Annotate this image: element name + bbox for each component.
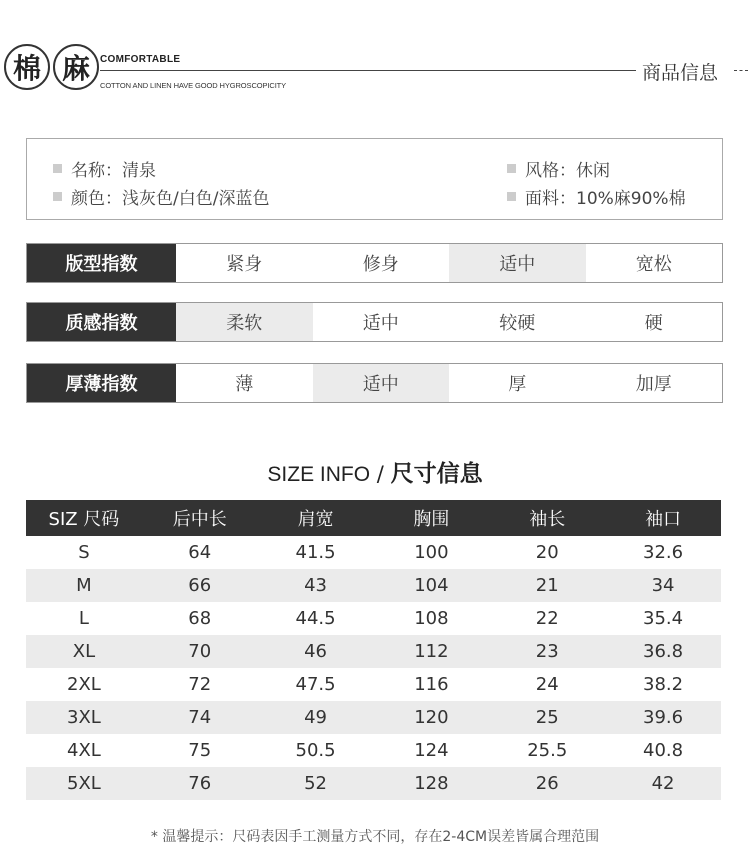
col-header: 袖口 (605, 500, 721, 536)
table-cell: 100 (414, 542, 449, 563)
thickness-index-row (26, 363, 723, 403)
col-header: 袖长 (489, 500, 605, 536)
table-row (26, 767, 721, 800)
col-header: 胸围 (373, 500, 489, 536)
info-name-text: 名称：清泉 (71, 161, 156, 181)
texture-option: 硬 (644, 313, 663, 334)
col-header: 后中长 (142, 500, 258, 536)
table-cell: 4XL (67, 740, 101, 761)
table-row (26, 668, 721, 701)
thickness-option: 厚 (508, 374, 527, 395)
bullet-icon (507, 164, 516, 173)
fit-index-label: 版型指数 (27, 244, 176, 282)
fit-index-row (26, 243, 723, 283)
texture-option: 较硬 (499, 313, 536, 334)
table-cell: 50.5 (295, 740, 336, 761)
table-cell: 76 (142, 767, 258, 800)
table-row (26, 536, 721, 569)
table-cell: 72 (188, 674, 212, 695)
header (0, 0, 750, 110)
table-cell: 70 (142, 635, 258, 668)
fit-option: 紧身 (226, 254, 263, 275)
table-cell: 128 (373, 767, 489, 800)
table-cell: 49 (258, 701, 374, 734)
thickness-option: 加厚 (635, 374, 672, 395)
size-footnote: * 温馨提示：尺码表因手工测量方式不同，存在2-4CM误差皆属合理范围 (150, 829, 600, 845)
thickness-option-selected: 适中 (313, 364, 450, 402)
table-cell: 116 (414, 674, 449, 695)
logo (4, 44, 99, 90)
thickness-index-label: 厚薄指数 (27, 364, 176, 402)
table-cell: 46 (258, 635, 374, 668)
table-cell: 40.8 (643, 740, 684, 761)
table-cell: S (78, 542, 90, 563)
table-cell: 23 (489, 635, 605, 668)
info-color (53, 184, 269, 209)
table-cell: 35.4 (643, 608, 684, 629)
table-cell: M (26, 569, 142, 602)
table-row (26, 701, 721, 734)
table-cell: 64 (188, 542, 212, 563)
table-cell: 47.5 (295, 674, 336, 695)
table-cell: 112 (373, 635, 489, 668)
texture-option-selected: 柔软 (176, 303, 313, 341)
logo-seal-cotton: 棉 (4, 44, 50, 90)
size-table (26, 500, 721, 800)
bullet-icon (507, 192, 516, 201)
info-fabric (507, 184, 686, 209)
bullet-icon (53, 192, 62, 201)
table-cell: 41.5 (295, 542, 336, 563)
table-cell: 104 (373, 569, 489, 602)
table-row (26, 602, 721, 635)
table-cell: 5XL (26, 767, 142, 800)
info-fabric-text: 面料：10%麻90%棉 (525, 189, 686, 209)
fit-option: 宽松 (635, 254, 672, 275)
table-row (26, 635, 721, 668)
size-info-title (0, 455, 750, 488)
table-cell: 2XL (67, 674, 101, 695)
table-cell: 42 (605, 767, 721, 800)
header-divider (100, 70, 636, 71)
info-style-text: 风格：休闲 (525, 161, 610, 181)
table-cell: 52 (258, 767, 374, 800)
size-title-en: SIZE INFO (267, 463, 371, 486)
table-cell: XL (26, 635, 142, 668)
info-style (507, 156, 610, 181)
table-cell: 124 (414, 740, 449, 761)
thickness-option: 薄 (235, 374, 254, 395)
fit-option: 修身 (362, 254, 399, 275)
col-header: SIZ 尺码 (26, 500, 142, 536)
fit-option-selected: 适中 (449, 244, 586, 282)
table-cell: 26 (489, 767, 605, 800)
table-cell: 25.5 (527, 740, 568, 761)
table-row (26, 734, 721, 767)
table-row (26, 569, 721, 602)
table-cell: 34 (605, 569, 721, 602)
table-cell: 21 (489, 569, 605, 602)
table-cell: 36.8 (605, 635, 721, 668)
product-info-box (26, 138, 723, 220)
col-header: 肩宽 (258, 500, 374, 536)
table-cell: 66 (142, 569, 258, 602)
table-cell: 38.2 (643, 674, 684, 695)
table-cell: 24 (535, 674, 559, 695)
table-cell: 3XL (26, 701, 142, 734)
texture-option: 适中 (362, 313, 399, 334)
table-cell: 20 (535, 542, 559, 563)
bullet-icon (53, 164, 62, 173)
section-title: 商品信息 (642, 62, 719, 84)
table-cell: 39.6 (605, 701, 721, 734)
table-cell: L (78, 608, 89, 629)
table-cell: 74 (142, 701, 258, 734)
table-cell: 120 (373, 701, 489, 734)
texture-index-row (26, 302, 723, 342)
table-cell: 44.5 (295, 608, 336, 629)
info-name (53, 156, 156, 181)
table-cell: 22 (535, 608, 559, 629)
table-cell: 75 (188, 740, 212, 761)
table-cell: 25 (489, 701, 605, 734)
brand-subtitle: COTTON AND LINEN HAVE GOOD HYGROSCOPICITY (100, 81, 287, 90)
size-title-zh: 尺寸信息 (390, 461, 483, 487)
info-color-text: 颜色：浅灰色/白色/深蓝色 (71, 189, 270, 209)
logo-seal-linen: 麻 (53, 44, 99, 90)
header-divider-dash (734, 70, 748, 71)
brand-title: COMFORTABLE (100, 54, 181, 65)
table-cell: 108 (414, 608, 449, 629)
texture-index-label: 质感指数 (27, 303, 176, 341)
table-header-row (26, 500, 721, 536)
size-title-separator: / (376, 462, 384, 486)
table-cell: 43 (258, 569, 374, 602)
table-cell: 32.6 (643, 542, 684, 563)
table-cell: 68 (188, 608, 212, 629)
